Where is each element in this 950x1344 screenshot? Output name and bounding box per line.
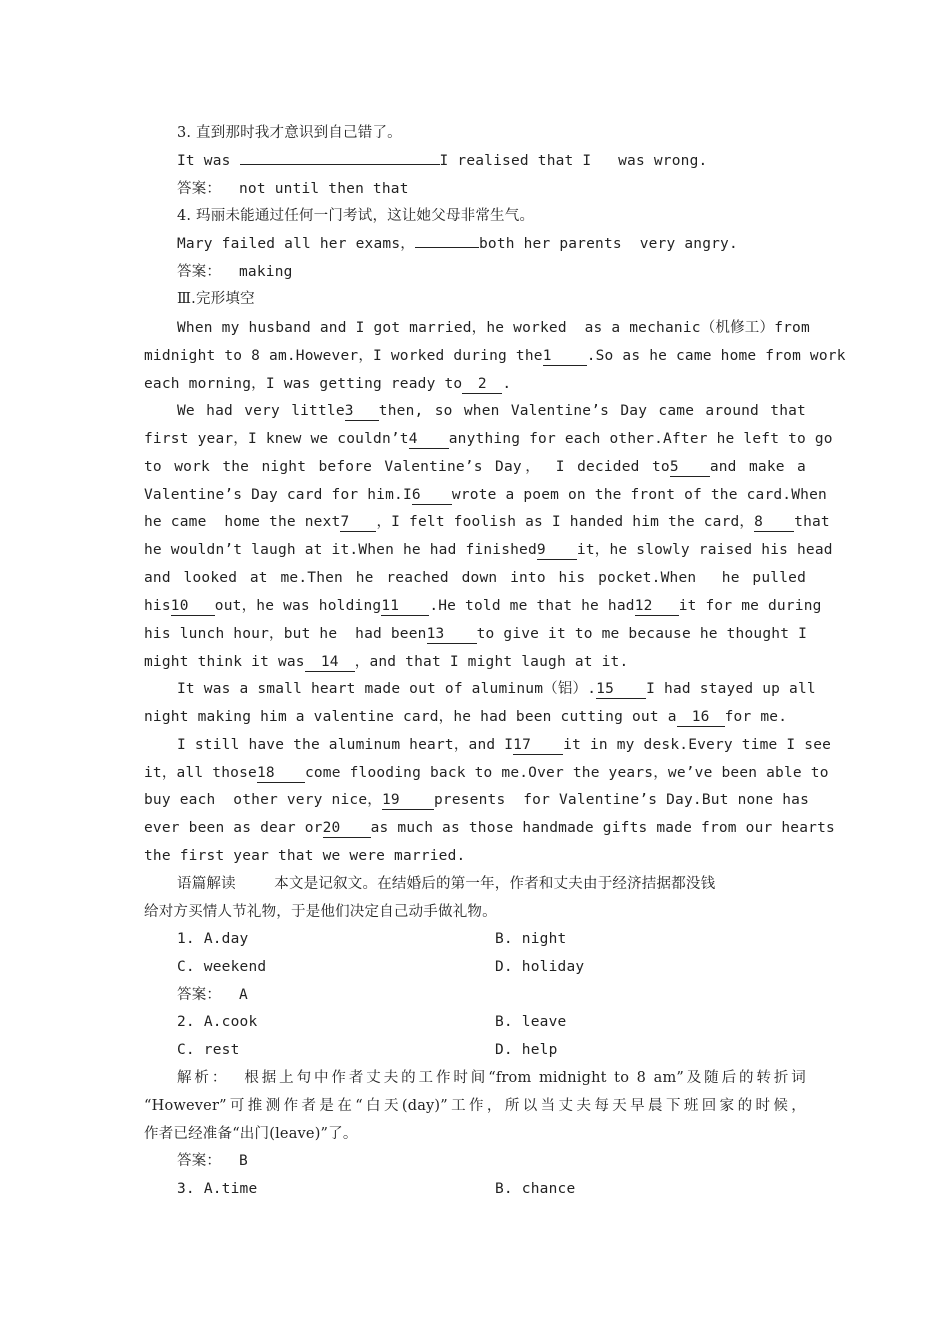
passage-line: each morning，I was getting ready to 2 . [144,376,512,392]
option: 3. A.time [177,1181,258,1197]
blank-11: 11 [381,598,429,616]
blank-17: 17 [513,737,563,755]
passage-line: it，all those18 come flooding back to me.Over the years，we’ve been able to [144,765,829,781]
summary-label: 语篇解读 [177,876,236,892]
q4-blank [415,247,479,248]
option: B. night [495,931,567,947]
analysis-line: “However”可推测作者是在“白天(day)”工作，所以当丈夫每天早晨下班回家的时候， [144,1098,806,1114]
blank-15: 15 [596,681,646,699]
option: B. leave [495,1014,567,1030]
blank-19: 19 [382,792,434,810]
blank-3: 3 [345,403,379,421]
passage-line: he wouldn’t laugh at it.When he had finished9 it，he slowly raised his head [144,542,833,558]
passage-line: first year，I knew we couldn’t4 anything for each other.After he left to go [144,431,833,447]
analysis-label: 解析： [177,1070,230,1086]
answer-line: 答案： B [177,1153,248,1169]
q3-answer-text: not until then that [238,181,409,197]
option: 2. A.cook [177,1014,258,1030]
answer-line: 答案： A [177,987,248,1003]
blank-5: 5 [670,459,710,477]
passage-line: We had very little3 then, so when Valentine’s Day came around that [177,403,806,419]
passage-line: the first year that we were married. [144,848,466,864]
passage-line: buy each other very nice，19 presents for Valentine’s Day.But none has [144,792,810,808]
q4-sentence [177,234,738,254]
answer-label: 答案： [177,181,222,197]
blank-7: 7 [340,514,376,532]
blank-16: 16 [677,709,725,727]
q4-before: Mary failed all her exams， [177,236,415,252]
q3-sentence [177,151,707,171]
passage-line: midnight to 8 am.However，I worked during the1 .So as he came home from work [144,348,846,364]
option: C. rest [177,1042,240,1058]
q4-after: both her parents very angry. [478,236,738,252]
q3-blank [240,164,440,165]
blank-10: 10 [171,598,215,616]
option: D. help [495,1042,558,1058]
analysis-line: 作者已经准备“出门(leave)”了。 [144,1126,358,1142]
passage-line: When my husband and I got married，he worked as a mechanic（机修工）from [177,320,810,336]
blank-1: 1 [543,348,587,366]
passage-line: and looked at me.Then he reached down into his pocket.When he pulled [144,570,806,586]
passage-line: Valentine’s Day card for him.I6 wrote a poem on the front of the card.When [144,487,827,503]
passage-line: he came home the next7 ，I felt foolish as I handed him the card，8 that [144,514,830,530]
option: C. weekend [177,959,267,975]
summary-line: 语篇解读 本文是记叙文。在结婚后的第一年，作者和丈夫由于经济拮据都没钱 [177,876,716,892]
blank-9: 9 [537,542,577,560]
passage-line: It was a small heart made out of aluminum（铝）.15 I had stayed up all [177,681,816,697]
q4-answer-text: making [238,264,293,280]
answer-label: 答案： [177,264,222,280]
blank-8: 8 [754,514,794,532]
blank-4: 4 [409,431,449,449]
section-heading: Ⅲ.完形填空 [177,291,255,307]
option: B. chance [495,1181,576,1197]
passage-line: I still have the aluminum heart，and I17 it in my desk.Every time I see [177,737,832,753]
passage-line: his lunch hour，but he had been13 to give it to me because he thought I [144,626,807,642]
q4-prompt: 4. 玛丽未能通过任何一门考试，这让她父母非常生气。 [177,208,535,224]
option: 1. A.day [177,931,249,947]
passage-line: night making him a valentine card，he had been cutting out a 16 for me. [144,709,788,725]
option: D. holiday [495,959,585,975]
passage-line: ever been as dear or20 as much as those handmade gifts made from our hearts [144,820,835,836]
q3-before: It was [177,153,231,169]
q3-after: I realised that I was wrong. [439,153,708,169]
blank-13: 13 [427,626,477,644]
blank-14: 14 [305,654,355,672]
passage-line: might think it was 14 ，and that I might laugh at it. [144,654,629,670]
q4-answer [177,262,293,282]
summary-line: 给对方买情人节礼物，于是他们决定自己动手做礼物。 [144,904,497,920]
q3-prompt: 3. 直到那时我才意识到自己错了。 [177,125,402,141]
q3-answer [177,179,409,199]
passage-line: to work the night before Valentine’s Day， I decided to5 and make a [144,459,806,475]
blank-6: 6 [412,487,452,505]
blank-20: 20 [323,820,371,838]
blank-2: 2 [462,376,502,394]
analysis-line: 解析： 根据上句中作者丈夫的工作时间“from midnight to 8 am”及随后的转折词 [177,1070,806,1086]
blank-18: 18 [257,765,305,783]
blank-12: 12 [635,598,679,616]
passage-line: his10 out，he was holding11 .He told me that he had12 it for me during [144,598,822,614]
